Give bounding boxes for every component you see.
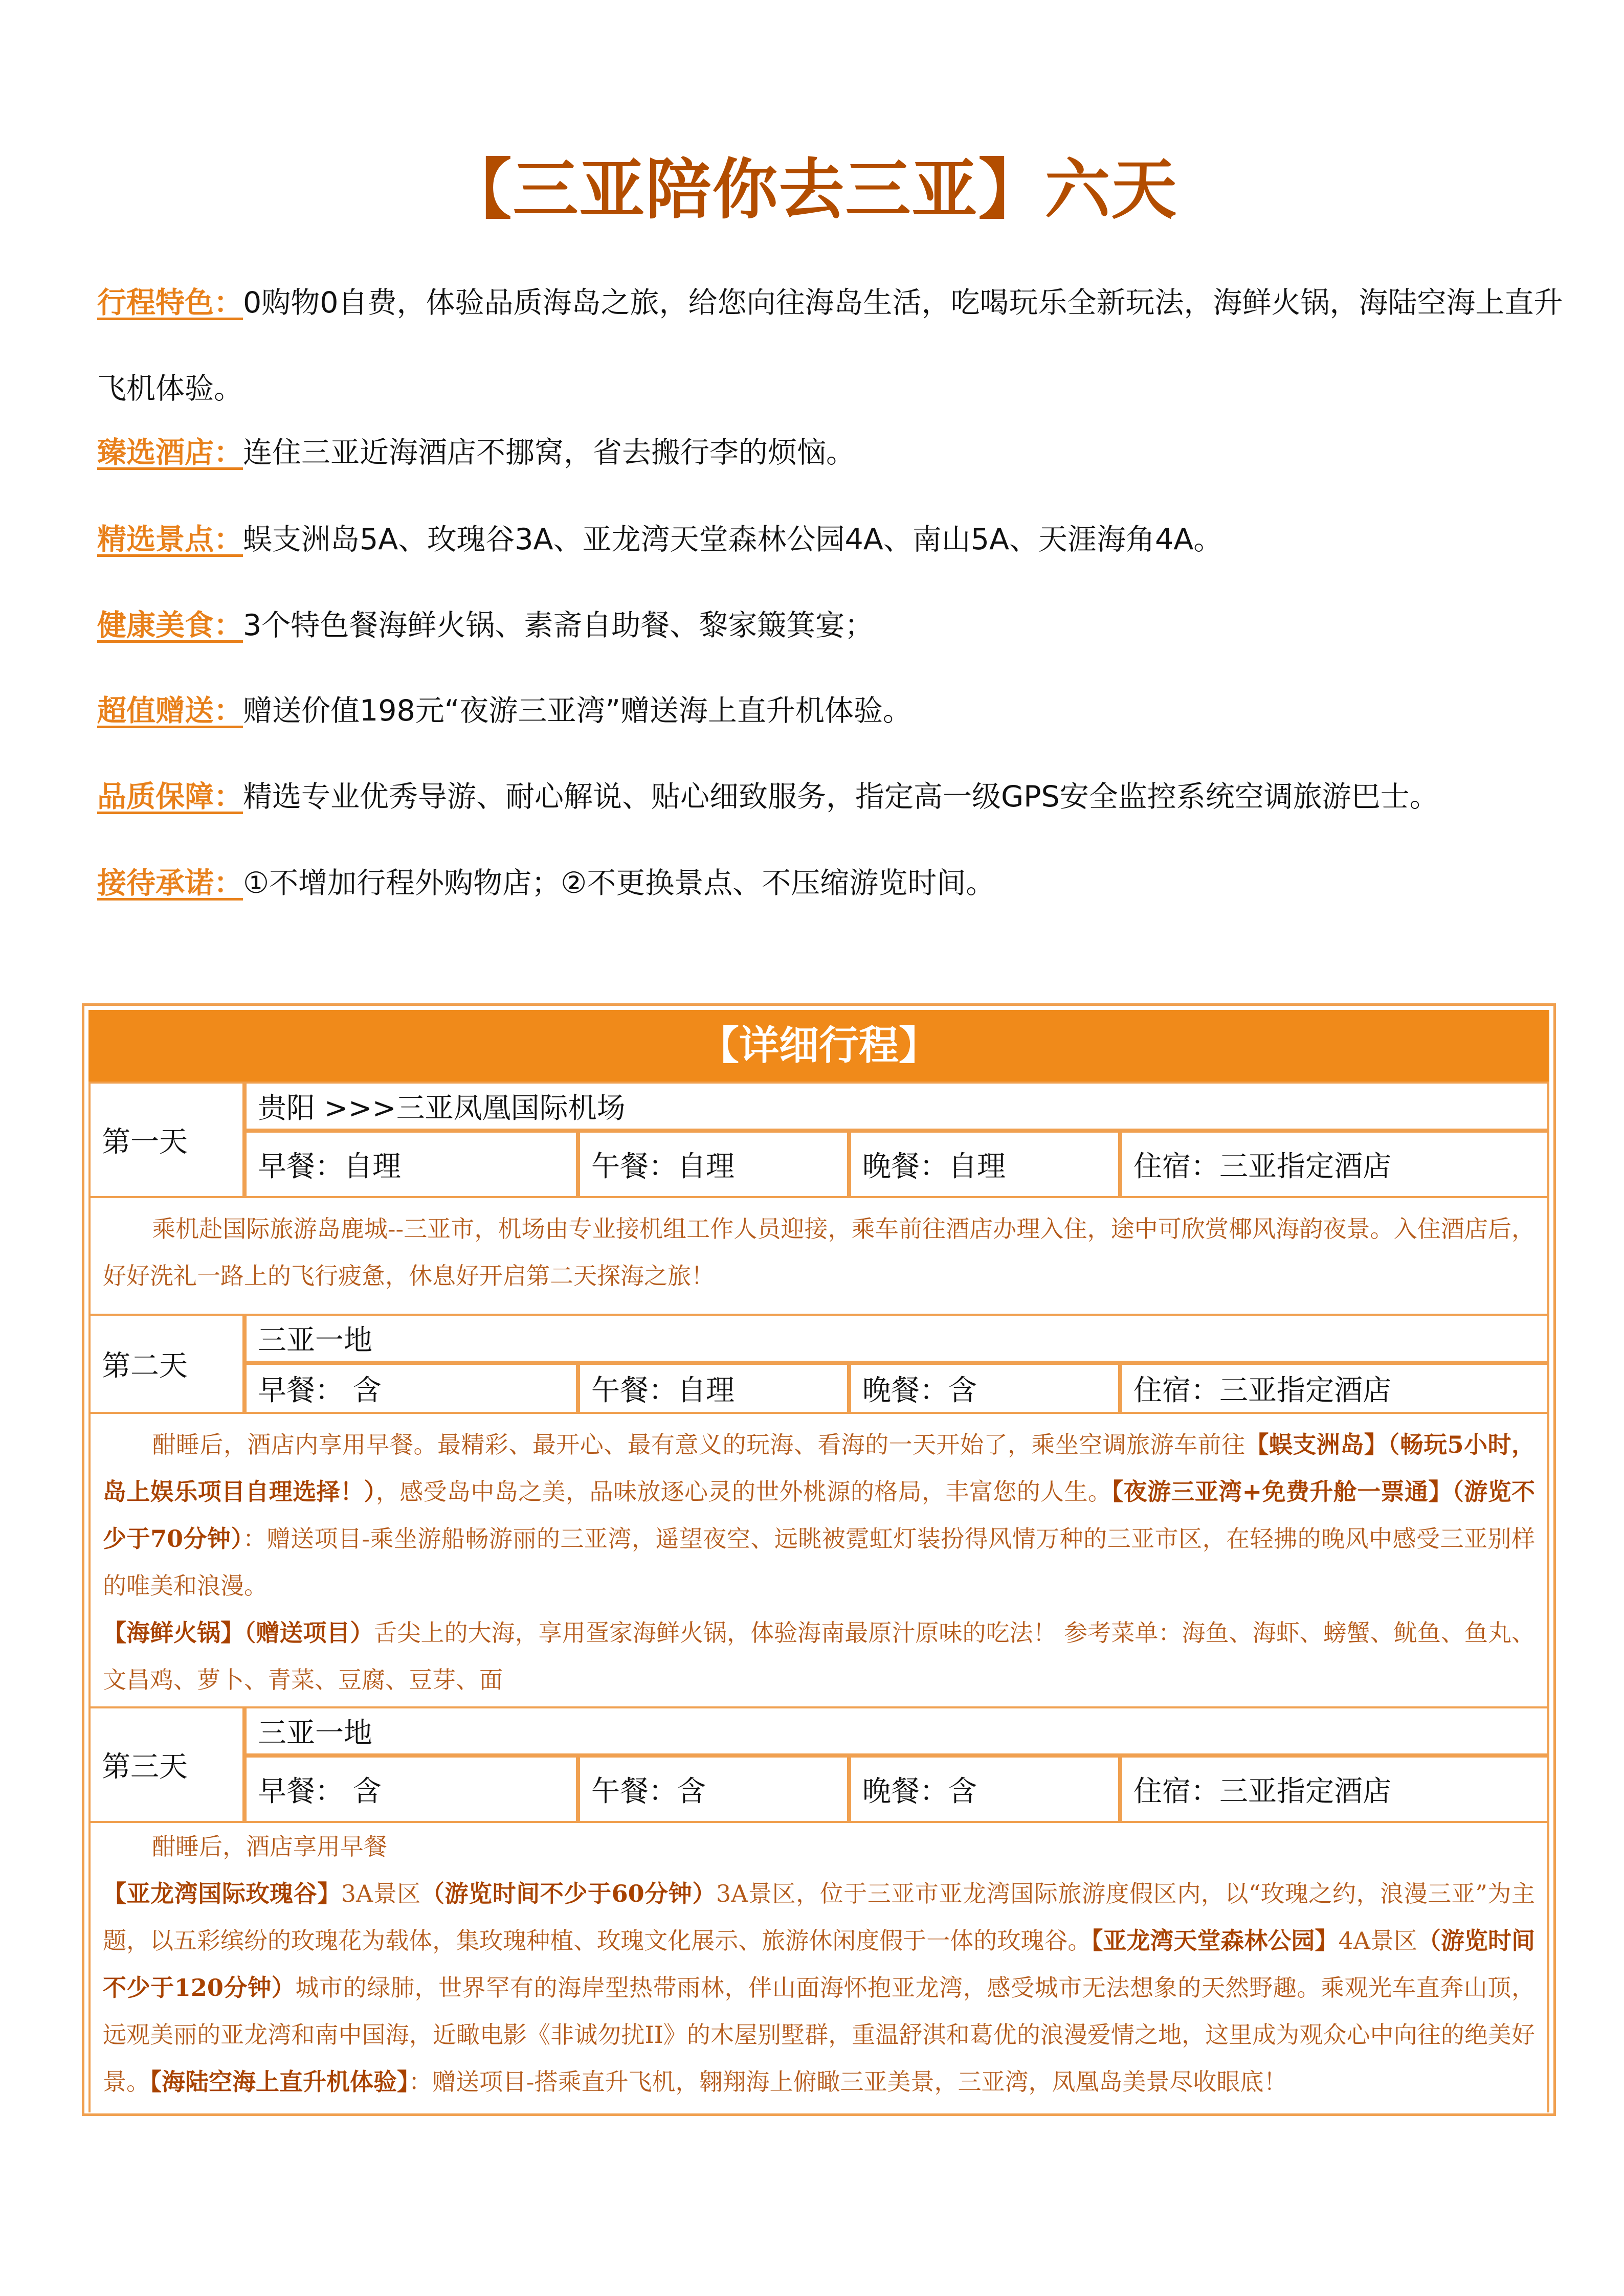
itinerary-header: 【详细行程】 — [88, 1010, 1549, 1082]
breakfast: 早餐： 含 — [244, 1363, 578, 1414]
desc-text: 酣睡后，酒店享用早餐 — [152, 1833, 387, 1860]
day-label: 第二天 — [88, 1314, 244, 1414]
hotel: 住宿：三亚指定酒店 — [1120, 1131, 1549, 1198]
intro-text: 0购物0自费，体验品质海岛之旅，给您向往海岛生活，吃喝玩乐全新玩法，海鲜火锅，海陆空海上直升飞机体验。 — [97, 286, 1563, 406]
dinner: 晚餐：含 — [849, 1363, 1120, 1414]
page-title: 【三亚陪你去三亚】六天 — [446, 152, 1178, 228]
desc-highlight: （游览时间不少于120分钟） — [103, 1927, 1536, 2001]
route: 三亚一地 — [244, 1314, 1549, 1363]
itinerary-table — [82, 1003, 1556, 2116]
intro-text: 精选专业优秀导游、耐心解说、贴心细致服务，指定高一级GPS安全监控系统空调旅游巴士。 — [243, 780, 1439, 814]
intro-feature — [97, 260, 1565, 432]
day-label: 第一天 — [88, 1082, 244, 1198]
intro-food — [97, 605, 1565, 646]
intro-text: 3个特色餐海鲜火锅、素斋自助餐、黎家簸箕宴； — [243, 609, 874, 642]
intro-quality — [97, 776, 1565, 817]
desc-highlight: 【蜈支洲岛】（畅玩5小时，岛上娱乐项目自理选择！） — [103, 1431, 1535, 1505]
desc-highlight: 【海鲜火锅】（赠送项目） — [103, 1619, 374, 1647]
breakfast: 早餐：自理 — [244, 1131, 578, 1198]
intro-label: 超值赠送： — [97, 694, 243, 728]
day-description — [88, 1414, 1549, 1706]
desc-text: 舌尖上的大海，享用疍家海鲜火锅，体验海南最原汁原味的吃法！ 参考菜单：海鱼、海虾、螃蟹、鱿鱼、鱼丸、文昌鸡、萝卜、青菜、豆腐、豆芽、面 — [103, 1619, 1535, 1694]
desc-text: ，感受岛中岛之美，品味放逐心灵的世外桃源的格局，丰富您的人生。 — [375, 1478, 1112, 1505]
desc-highlight: 【亚龙湾国际玫瑰谷】 — [103, 1880, 341, 1907]
route: 三亚一地 — [244, 1706, 1549, 1755]
intro-text: 蜈支洲岛5A、玫瑰谷3A、亚龙湾天堂森林公园4A、南山5A、天涯海角4A。 — [243, 523, 1223, 556]
intro-hotel — [97, 432, 1565, 473]
intro-label: 品质保障： — [97, 780, 243, 814]
lunch: 午餐：自理 — [578, 1131, 849, 1198]
dinner: 晚餐：自理 — [849, 1131, 1120, 1198]
desc-highlight: 【夜游三亚湾+免费升舱一票通】（游览不少于70分钟） — [103, 1478, 1536, 1552]
intro-text: 赠送价值198元“夜游三亚湾”赠送海上直升机体验。 — [243, 694, 912, 728]
desc-highlight: 【亚龙湾天堂森林公园】 — [1091, 1927, 1339, 1954]
desc-highlight: （游览时间不少于60分钟） — [420, 1880, 716, 1907]
intro-label: 精选景点： — [97, 523, 243, 556]
day-description — [88, 1198, 1549, 1314]
hotel: 住宿：三亚指定酒店 — [1120, 1755, 1549, 1823]
desc-highlight: 【海陆空海上直升机体验】 — [150, 2068, 409, 2096]
intro-text: ①不增加行程外购物店；②不更换景点、不压缩游览时间。 — [243, 866, 995, 900]
desc-text: ：赠送项目-搭乘直升飞机，翱翔海上俯瞰三亚美景，三亚湾，凤凰岛美景尽收眼底！ — [409, 2068, 1287, 2096]
intro-spots — [97, 519, 1565, 560]
route: 贵阳 >>>三亚凤凰国际机场 — [244, 1082, 1549, 1131]
day-label: 第三天 — [88, 1706, 244, 1823]
day-description — [88, 1823, 1549, 2112]
intro-label: 健康美食： — [97, 609, 243, 642]
intro-gift — [97, 690, 1565, 731]
desc-text: 4A景区 — [1338, 1927, 1417, 1954]
desc-text: 3A景区 — [341, 1880, 421, 1907]
desc-text: 3A景区，位于三亚市亚龙湾国际旅游度假区内，以“玫瑰之约，浪漫三亚”为主题，以五彩缤纷的玫瑰花为载体，集玫瑰种植、玫瑰文化展示、旅游休闲度假于一体的玫瑰谷。 — [103, 1880, 1535, 1954]
hotel: 住宿：三亚指定酒店 — [1120, 1363, 1549, 1414]
desc-text: 城市的绿肺，世界罕有的海岸型热带雨林，伴山面海怀抱亚龙湾，感受城市无法想象的天然野趣。乘观光车直奔山顶，远观美丽的亚龙湾和南中国海，近瞰电影《非诚勿扰II》的木屋别墅群，重温舒淇和葛优的浪漫爱情之地，这里成为观众心中向往的绝美好景。 — [103, 1974, 1536, 2096]
lunch: 午餐：自理 — [578, 1363, 849, 1414]
dinner: 晚餐：含 — [849, 1755, 1120, 1823]
lunch: 午餐：含 — [578, 1755, 849, 1823]
desc-text: ：赠送项目-乘坐游船畅游丽的三亚湾，遥望夜空、远眺被霓虹灯装扮得风情万种的三亚市区，在轻拂的晚风中感受三亚别样的唯美和浪漫。 — [103, 1525, 1536, 1600]
intro-label: 接待承诺： — [97, 866, 243, 900]
intro-label: 行程特色： — [97, 286, 243, 320]
intro-promise — [97, 863, 1565, 904]
desc-text: 酣睡后，酒店内享用早餐。最精彩、最开心、最有意义的玩海、看海的一天开始了，乘坐空调旅游车前往 — [152, 1431, 1245, 1458]
intro-label: 臻选酒店： — [97, 436, 243, 469]
desc-text: 乘机赴国际旅游岛鹿城--三亚市，机场由专业接机组工作人员迎接，乘车前往酒店办理入住，途中可欣赏椰风海韵夜景。入住酒店后，好好洗礼一路上的飞行疲惫，休息好开启第二天探海之旅！ — [103, 1215, 1535, 1290]
breakfast: 早餐： 含 — [244, 1755, 578, 1823]
intro-text: 连住三亚近海酒店不挪窝，省去搬行李的烦恼。 — [243, 436, 855, 469]
